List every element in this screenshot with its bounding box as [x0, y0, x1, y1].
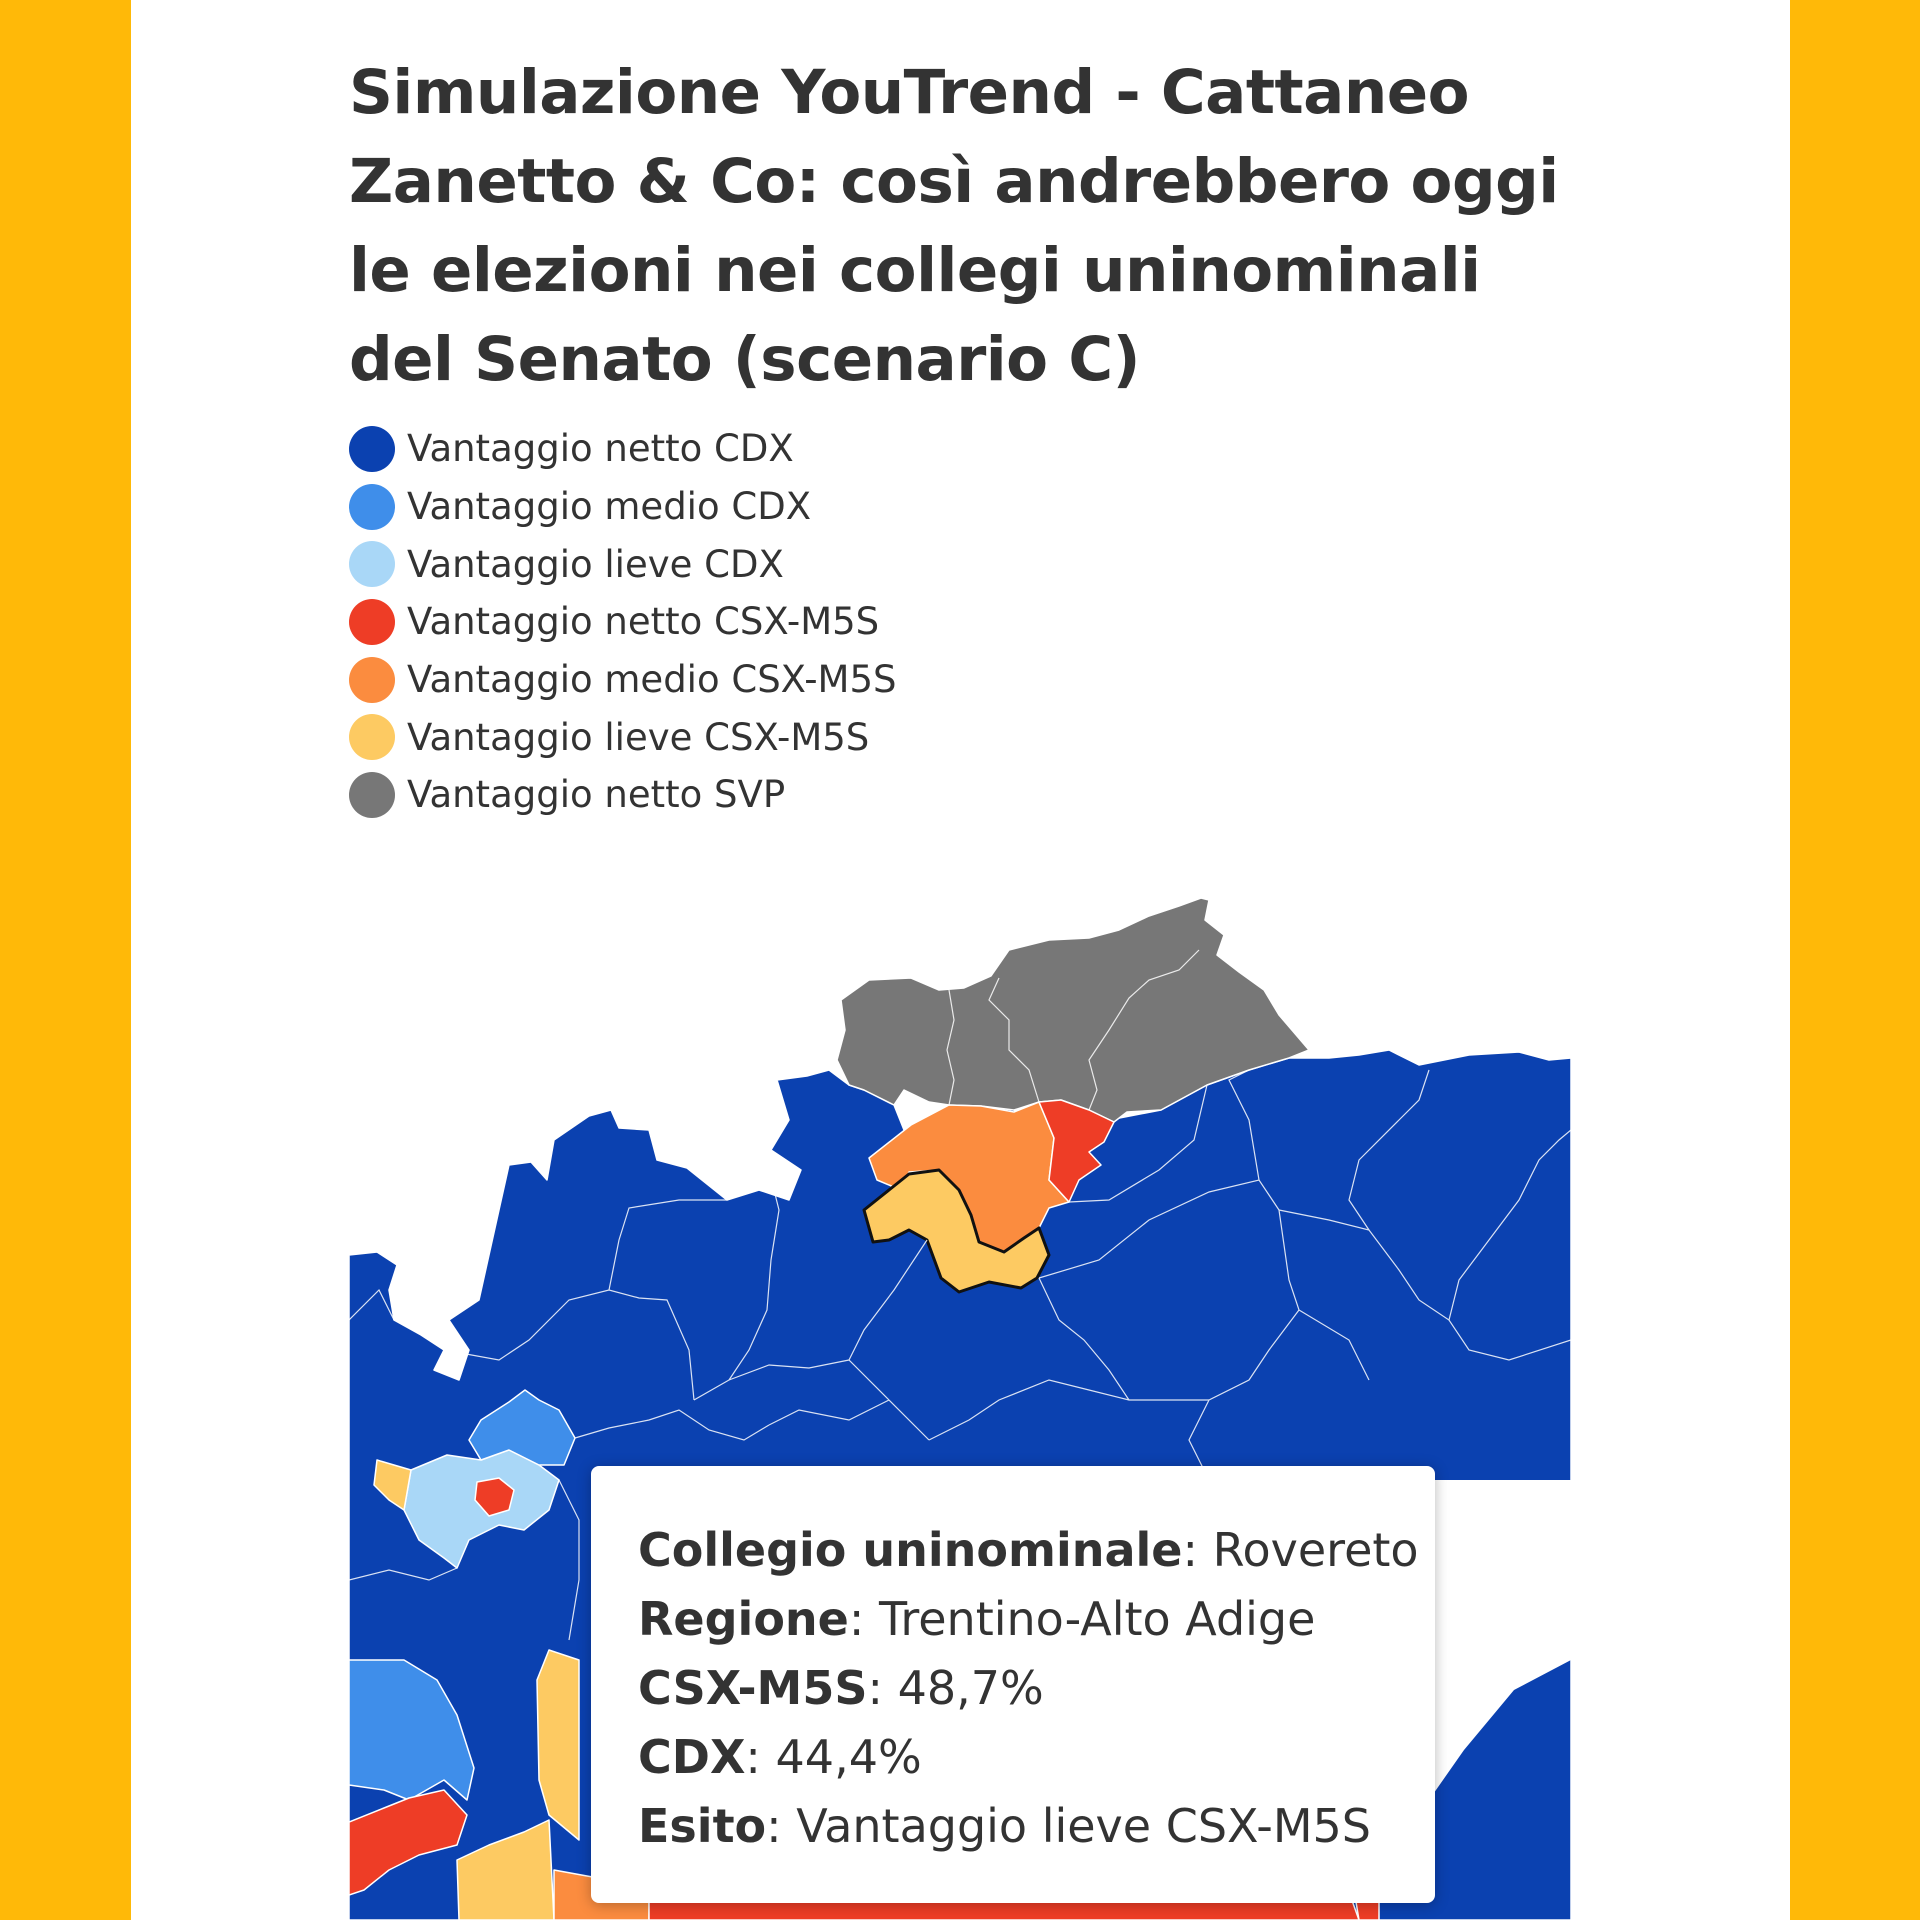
- legend-item-svp-netto[interactable]: [349, 766, 897, 824]
- legend-item-csx-netto[interactable]: [349, 593, 897, 651]
- legend-label: Vantaggio netto CDX: [407, 427, 794, 471]
- legend-item-csx-lieve[interactable]: [349, 708, 897, 766]
- legend-label: Vantaggio netto CSX-M5S: [407, 600, 880, 644]
- tooltip-cdx: CDX: 44,4%: [638, 1730, 922, 1784]
- tooltip-csx-m5s: CSX-M5S: 48,7%: [638, 1661, 1044, 1715]
- tooltip-collegio: Collegio uninominale: Rovereto: [638, 1523, 1419, 1577]
- legend-swatch-icon: [349, 657, 395, 703]
- legend-swatch-icon: [349, 772, 395, 818]
- tooltip-esito: Esito: Vantaggio lieve CSX-M5S: [638, 1799, 1371, 1853]
- legend-swatch-icon: [349, 426, 395, 472]
- legend-swatch-icon: [349, 599, 395, 645]
- legend-label: Vantaggio lieve CDX: [407, 542, 784, 586]
- tooltip: [591, 1466, 1435, 1903]
- legend-label: Vantaggio lieve CSX-M5S: [407, 715, 870, 759]
- legend: [349, 420, 897, 824]
- legend-swatch-icon: [349, 541, 395, 587]
- legend-label: Vantaggio medio CDX: [407, 485, 812, 529]
- legend-swatch-icon: [349, 484, 395, 530]
- legend-label: Vantaggio medio CSX-M5S: [407, 658, 897, 702]
- legend-item-cdx-netto[interactable]: [349, 420, 897, 478]
- legend-swatch-icon: [349, 714, 395, 760]
- tooltip-regione: Regione: Trentino-Alto Adige: [638, 1592, 1316, 1646]
- legend-item-csx-medio[interactable]: [349, 651, 897, 709]
- chart-title: Simulazione YouTrend - Cattaneo Zanetto & Co: così andrebbero oggi le elezioni nei collegi uninominali del Senato (scenario C): [349, 57, 1559, 395]
- legend-item-cdx-medio[interactable]: [349, 478, 897, 536]
- chart-panel: [131, 0, 1790, 1920]
- legend-label: Vantaggio netto SVP: [407, 773, 786, 817]
- legend-item-cdx-lieve[interactable]: [349, 535, 897, 593]
